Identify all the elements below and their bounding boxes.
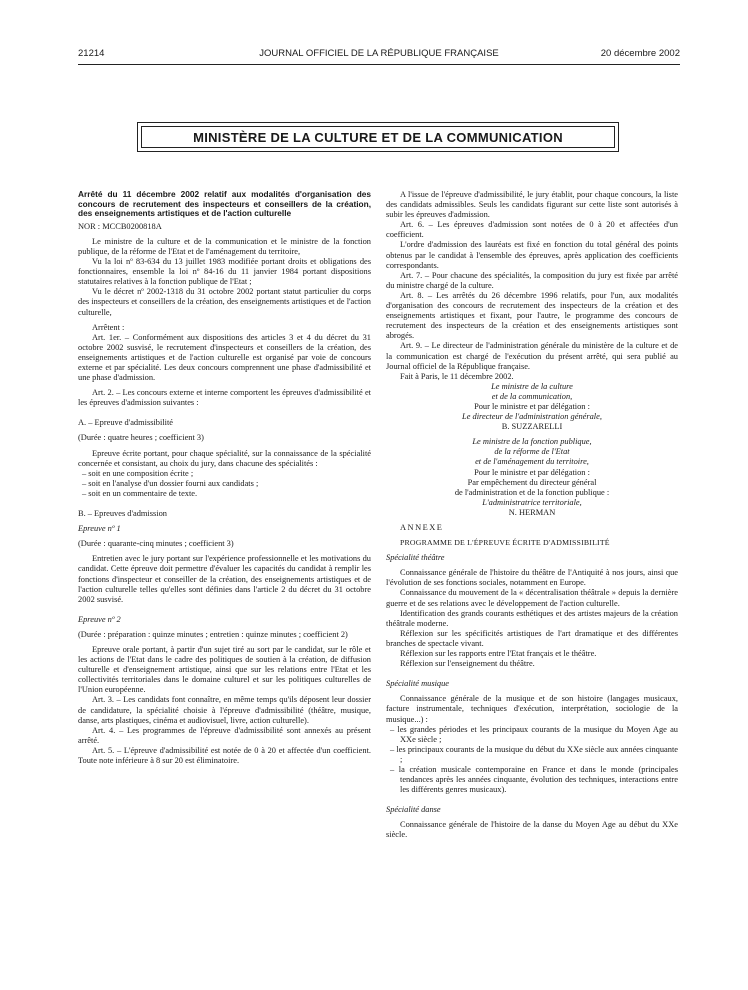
arretent: Arrêtent : [92,322,125,332]
section-heading: A. – Epreuve d'admissibilité [78,418,174,428]
signature-line: Le directeur de l'administration générale, [462,412,602,422]
signature-line: Pour le ministre et par délégation : [474,467,590,477]
article-2: Art. 2. – Les concours externe et interne comportent les épreuves d'admissibilité et les épreuves d'admission suivantes : [78,388,371,408]
paragraph: A l'issue de l'épreuve d'admissibilité, le jury établit, pour chaque concours, la liste des candidats admissibles. Seuls les candidats figurant sur cette liste sont autorisés à subir les épreuves d'admission. [386,190,678,220]
header-rule [78,64,680,65]
issue-date: 20 décembre 2002 [600,48,680,59]
signatory-name: N. HERMAN [508,507,556,517]
duration: (Durée : quarante-cinq minutes ; coefficient 3) [78,539,234,549]
decree-title: Arrêté du 11 décembre 2002 relatif aux modalités d'organisation des concours de recrutement des inspecteurs et conseillers de la création, des enseignements artistiques et de l'action culturelle [78,189,371,219]
article-3: Art. 3. – Les candidats font connaître, en même temps qu'ils déposent leur dossier de candidature, la spécialité choisie à l'épreuve d'admissibilité (théâtre, musique, danse, arts plastiques, cinéma et audiovisuel, livre, action culturelle). [78,695,371,725]
paragraph: Epreuve orale portant, à partir d'un sujet tiré au sort par le candidat, sur le rôle et les actions de l'Etat dans le cadre des politiques de soutien à la création, de diffusion culturelle et d'enseignement artistique, ainsi que sur les relations entre l'Etat et les collectivités territoriales dans le domaine culturel et sur les politiques culturelles de l'Union européenne. [78,644,371,695]
page-header [78,48,680,62]
signature-line: et de la communication, [491,391,573,401]
signature-block-fonction-publique [386,437,678,518]
specialty-heading: Spécialité musique [386,679,450,689]
article-6: Art. 6. – Les épreuves d'admission sont notées de 0 à 20 et affectées d'un coefficient. [386,220,678,240]
signature-place-date: Fait à Paris, le 11 décembre 2002. [400,371,514,381]
paragraph: Réflexion sur l'enseignement du théâtre. [400,659,535,669]
article-7: Art. 7. – Pour chacune des spécialités, la composition du jury est fixée par arrêté du ministre chargé de la culture. [386,270,678,290]
paragraph: Connaissance du mouvement de la « décentralisation théâtrale » depuis la dernière guerre et de ses relations avec le développement de l'action culturelle. [386,588,678,608]
list-item: – soit en une composition écrite ; [82,468,194,478]
paragraph: L'ordre d'admission des lauréats est fixé en fonction du total général des points obtenus par le candidat à l'ensemble des épreuves, après application des coefficients correspondants. [386,240,678,270]
list-item: – les principaux courants de la musique du début du XXe siècle aux années cinquante ; [390,744,678,764]
ministry-box [137,122,619,152]
annex-heading: ANNEXE [400,523,444,532]
list-item: – soit en un commentaire de texte. [82,488,198,498]
signatory-name: B. SUZZARELLI [501,422,563,432]
journal-title: JOURNAL OFFICIEL DE LA RÉPUBLIQUE FRANÇAISE [259,48,499,59]
specialty-heading: Spécialité théâtre [386,553,445,563]
signature-line: Le ministre de la culture [491,381,573,391]
paragraph: Entretien avec le jury portant sur l'expérience professionnelle et les motivations du candidat. Cette épreuve doit permettre d'évaluer les capacités du candidat à remplir les fonctions d'inspecteur et conseiller de la création, des enseignements artistiques et de l'action culturelle telles qu'elles sont définies dans l'article 2 du décret du 31 octobre 2002 susvisé. [78,554,371,604]
signature-line: de la réforme de l'Etat [494,447,570,457]
signature-line: Pour le ministre et par délégation : [474,401,590,411]
article-8: Art. 8. – Les arrêtés du 26 décembre 1996 relatifs, pour l'un, aux modalités d'organisation des concours de recrutement des inspecteurs de la création et des enseignements artistiques et fixant, pour l'autre, le programme des concours de recrutement des inspecteurs de la création et des enseignements artistiques sont abrogés. [386,290,678,341]
subsection-heading: Epreuve nº 2 [78,614,121,624]
signature-line: Par empêchement du directeur général [467,477,597,487]
list-item: – les grandes périodes et les principaux courants de la musique du Moyen Age au XXe siècle ; [390,724,678,744]
signature-line: Le ministre de la fonction publique, [472,437,592,447]
page-number: 21214 [78,48,105,59]
paragraph: Connaissance générale de l'histoire de la danse du Moyen Age au début du XXe siècle. [386,820,678,840]
list-item: – soit en l'analyse d'un dossier fourni aux candidats ; [82,478,259,488]
article-1: Art. 1er. – Conformément aux dispositions des articles 3 et 4 du décret du 31 octobre 2002 susvisé, le recrutement d'inspecteurs et conseillers de la création, des enseignements artistiques et de l'action culturelle est organisé par voie de concours externe et par spécialité. Les deux concours comprennent une phase d'admissibilité et une phase d'admission. [78,332,371,383]
signature-block-culture [386,382,678,432]
signature-line: de l'administration et de la fonction publique : [454,487,610,497]
paragraph: Réflexion sur les spécificités artistiques de l'art dramatique et des différentes branches de spectacle vivant. [386,628,678,648]
signature-line: L'administratrice territoriale, [482,497,582,507]
paragraph: Le ministre de la culture et de la communication et le ministre de la fonction publique, de la réforme de l'Etat et de l'aménagement du territoire, [78,236,371,256]
subsection-heading: Epreuve nº 1 [78,524,121,534]
list-item: – la création musicale contemporaine en France et dans le monde (principales tendances après les années cinquante, évolution des techniques, interactions entre les différents genres musicaux). [390,764,678,795]
paragraph: Réflexion sur les rapports entre l'Etat français et le théâtre. [400,649,597,659]
specialty-heading: Spécialité danse [386,805,441,815]
ministry-title: MINISTÈRE DE LA CULTURE ET DE LA COMMUNICATION [141,126,615,148]
duration: (Durée : préparation : quinze minutes ; entretien : quinze minutes ; coefficient 2) [78,629,348,639]
paragraph: Connaissance générale de l'histoire du théâtre de l'Antiquité à nos jours, ainsi que l'évolution de ses fonctions sociales, notamment en Europe. [386,568,678,588]
section-heading: B. – Epreuves d'admission [78,509,167,519]
paragraph: Epreuve écrite portant, pour chaque spécialité, sur la connaissance de la spécialité concernée et consistant, au choix du jury, dans chacune des spécialités : [78,448,371,468]
paragraph: Vu la loi nº 83-634 du 13 juillet 1983 modifiée portant droits et obligations des fonctionnaires, ensemble la loi nº 84-16 du 11 janvier 1984 portant dispositions statutaires relatives à la fonction publique de l'Etat ; [78,257,371,287]
paragraph: Vu le décret nº 2002-1318 du 31 octobre 2002 portant statut particulier du corps des inspecteurs et conseillers de la création, des enseignements artistiques et de l'action culturelle, [78,287,371,317]
right-column [386,190,678,841]
left-column [78,190,371,766]
paragraph: Connaissance générale de la musique et de son histoire (langages musicaux, facture instrumentale, techniques d'exécution, interprétation, sociologie de la musique...) : [386,694,678,724]
programme-heading: PROGRAMME DE L'ÉPREUVE ÉCRITE D'ADMISSIBILITÉ [400,538,610,548]
paragraph: Identification des grands courants esthétiques et des artistes majeurs de la création théâtrale moderne. [386,608,678,628]
duration: (Durée : quatre heures ; coefficient 3) [78,433,204,443]
article-9: Art. 9. – Le directeur de l'administration générale du ministère de la culture et de la communication est chargé de l'exécution du présent arrêté, qui sera publié au Journal officiel de la République française. [386,341,678,371]
article-5: Art. 5. – L'épreuve d'admissibilité est notée de 0 à 20 et affectée d'un coefficient. Toute note inférieure à 8 sur 20 est éliminatoire. [78,745,371,765]
signature-line: et de l'aménagement du territoire, [475,457,589,467]
article-4: Art. 4. – Les programmes de l'épreuve d'admissibilité sont annexés au présent arrêté. [78,725,371,745]
nor-reference: NOR : MCCB0200818A [78,221,162,231]
